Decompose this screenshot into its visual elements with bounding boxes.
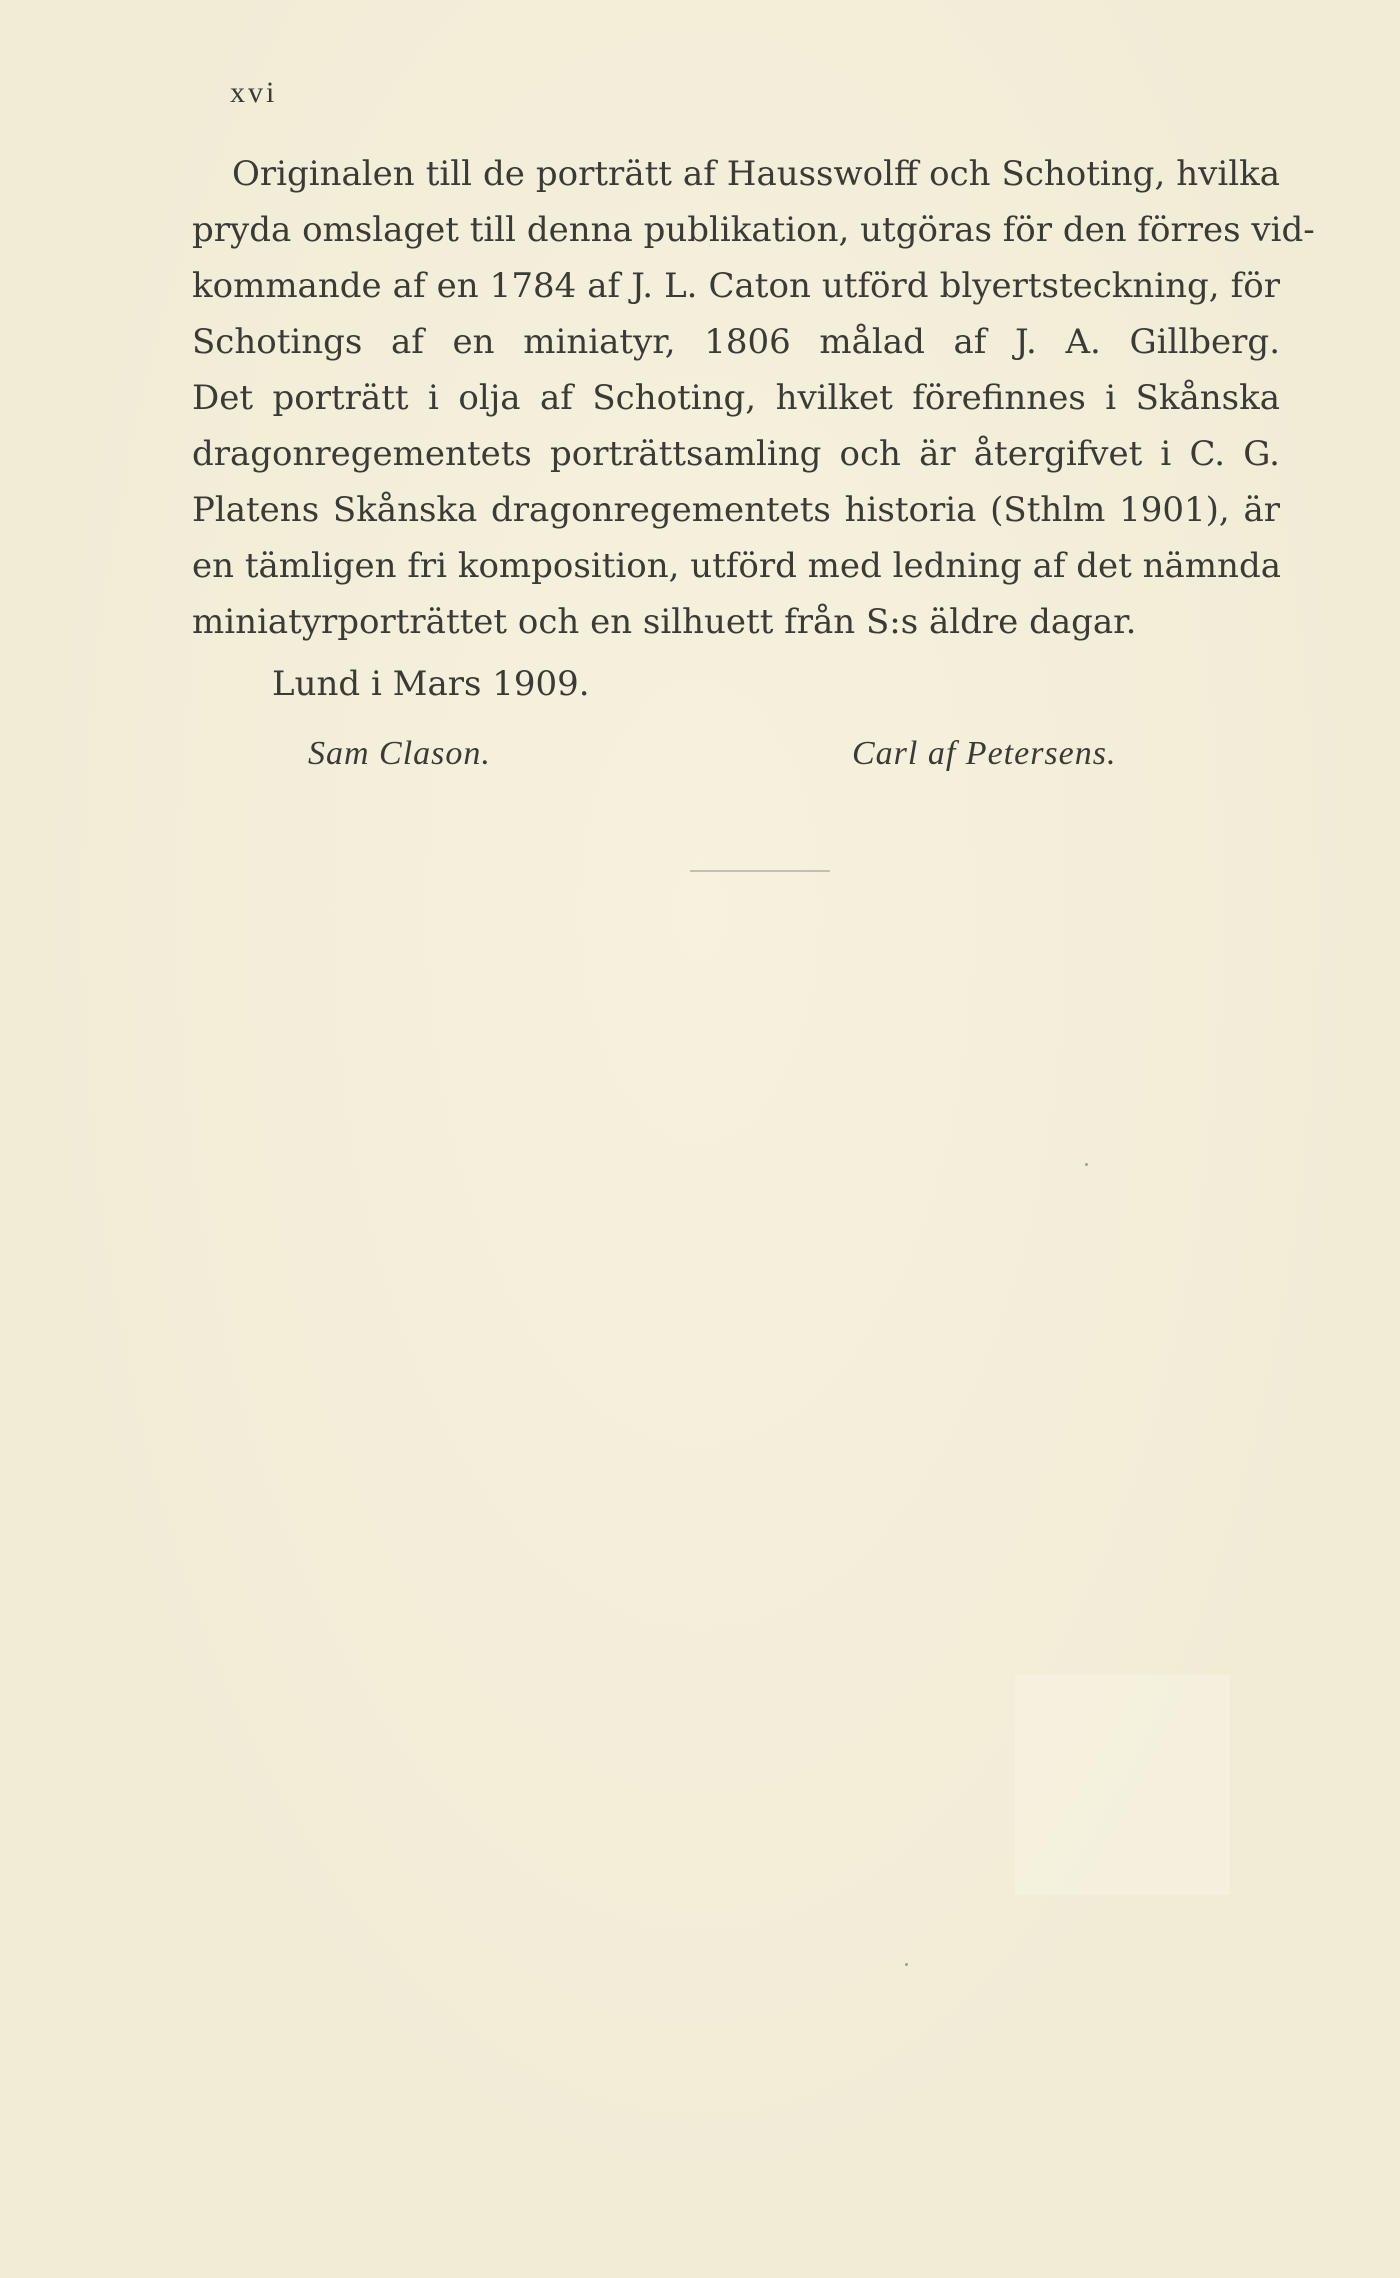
dateline: Lund i Mars 1909. — [272, 664, 590, 704]
signature-sam-clason: Sam Clason. — [308, 735, 491, 772]
paragraph-line: en tämligen fri komposition, utförd med ledning af det nämnda — [192, 546, 1281, 586]
paper-stain — [1015, 1675, 1230, 1895]
paragraph-line: miniatyrporträttet och en silhuett från S:s äldre dagar. — [192, 602, 1137, 642]
paragraph-line: kommande af en 1784 af J. L. Caton utförd blyertsteckning, för — [192, 266, 1280, 306]
paragraph-line: dragonregementets porträttsamling och är återgifvet i C. G. — [192, 434, 1280, 474]
page-number: xvi — [230, 76, 278, 109]
paragraph-line: Originalen till de porträtt af Hausswolff och Schoting, hvilka — [232, 154, 1280, 194]
signature-carl-af-petersens: Carl af Petersens. — [852, 735, 1117, 772]
paragraph-line: Det porträtt i olja af Schoting, hvilket förefinnes i Skånska — [192, 378, 1280, 418]
paragraph-line: Schotings af en miniatyr, 1806 målad af J. A. Gillberg. — [192, 322, 1280, 362]
paragraph-line: Platens Skånska dragonregementets historia (Sthlm 1901), är — [192, 490, 1280, 530]
section-rule — [690, 870, 830, 872]
body-paragraph — [192, 146, 1315, 650]
paper-speck — [1085, 1163, 1088, 1166]
paper-speck — [905, 1963, 908, 1966]
signatures — [308, 724, 1168, 784]
paragraph-line: pryda omslaget till denna publikation, utgöras för den förres vid- — [192, 210, 1315, 250]
